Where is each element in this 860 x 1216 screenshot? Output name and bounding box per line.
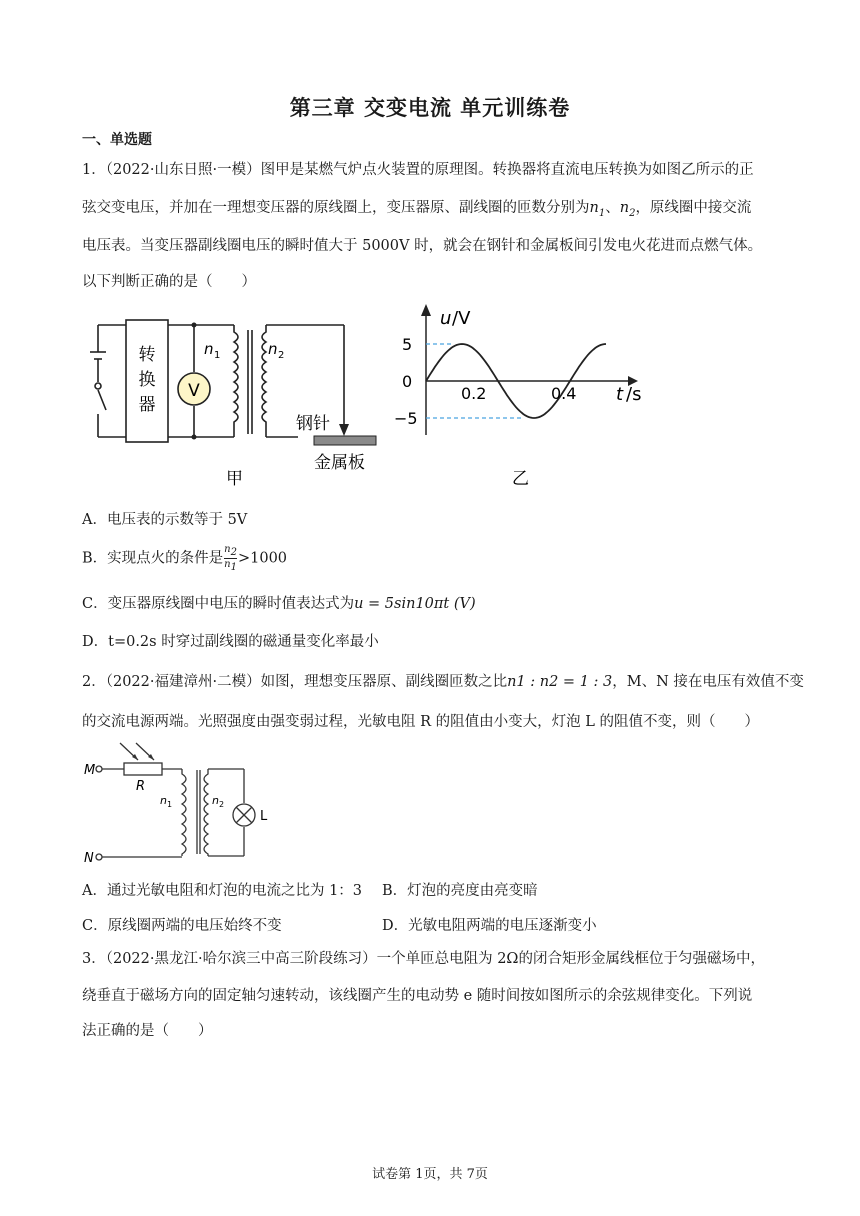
x-tick-0.2: 0.2	[461, 384, 487, 403]
y-tick-neg5: −5	[394, 409, 418, 428]
q2-n2-sub: 2	[219, 800, 225, 809]
y-axis-unit: /V	[452, 308, 471, 329]
figure-yi-caption: 乙	[512, 469, 529, 489]
q2-line1	[82, 670, 804, 691]
y-tick-5: 5	[402, 335, 413, 354]
q2-option-c: C．原线圈两端的电压始终不变	[82, 918, 282, 934]
q1-option-b-text: B．实现点火的条件是	[82, 550, 224, 567]
converter-char-3: 器	[138, 395, 156, 415]
converter-char-2: 换	[138, 370, 156, 390]
converter-char-1: 转	[138, 345, 156, 365]
q1-line1: 1．（2022·山东日照·一模）图甲是某燃气炉点火装置的原理图。转换器将直流电压转换为如图乙所示的正	[82, 162, 754, 178]
q1-line3: 电压表。当变压器副线圈电压的瞬时值大于 5000V 时，就会在钢针和金属板间引发电火花进而点燃气体。	[82, 238, 763, 254]
q1-line2-start: 弦交变电压，并加在一理想变压器的原线圈上，变压器原、副线圈的匝数分别为	[82, 200, 590, 216]
x-axis-label: t	[616, 384, 624, 405]
q2-line1-start: 2．（2022·福建漳州·二模）如图，理想变压器原、副线圈匝数之比	[82, 674, 508, 690]
figure-q2-circuit	[84, 740, 284, 870]
q1-line4: 以下判断正确的是（ ）	[82, 274, 256, 290]
q2-n2-label: n	[212, 794, 219, 807]
q2-turn-ratio: n1 : n2 = 1 : 3	[507, 674, 613, 690]
n1-symbol: $n_1$	[589, 200, 606, 219]
y-tick-0: 0	[402, 372, 413, 391]
terminal-n-label: N	[84, 851, 94, 866]
resistor-r-label: R	[136, 779, 146, 794]
plate-label: 金属板	[314, 453, 365, 473]
q1-line2-end: ，原线圈中接交流	[635, 200, 752, 216]
section-heading: 一、单选题	[82, 132, 152, 148]
q2-n1-label: n	[160, 794, 167, 807]
q1-option-b	[82, 544, 287, 573]
needle-label: 钢针	[296, 414, 330, 434]
figure-yi-chart	[388, 300, 648, 490]
q2-option-a: A．通过光敏电阻和灯泡的电流之比为 1：3	[82, 883, 363, 899]
q3-line2: 绕垂直于磁场方向的固定轴匀速转动，该线圈产生的电动势 e 随时间按如图所示的余弦规律变化。下列说	[82, 988, 753, 1004]
n1-label: n	[204, 340, 214, 358]
n2-over-n1-fraction: $\frac{n_2}{n_1}$	[224, 544, 237, 573]
q1-option-c-text: C．变压器原线圈中电压的瞬时值表达式为	[82, 596, 355, 612]
q1-option-c	[82, 592, 476, 613]
x-axis-unit: /s	[626, 384, 642, 405]
n2-label: n	[268, 340, 278, 358]
q2-line1-end: ，M、N 接在电压有效值不变	[612, 674, 804, 690]
q2-n1-sub: 1	[167, 800, 173, 809]
x-tick-0.4: 0.4	[551, 384, 577, 403]
q3-line1: 3．（2022·黑龙江·哈尔滨三中高三阶段练习）一个单匝总电阻为 2Ω的闭合矩形金属线框位于匀强磁场中，	[82, 951, 765, 967]
q1-option-b-value: >1000	[237, 550, 288, 567]
lamp-l-label: L	[260, 809, 268, 824]
q2-line2: 的交流电源两端。光照强度由强变弱过程，光敏电阻 R 的阻值由小变大，灯泡 L 的阻值不变，则（ ）	[82, 714, 759, 730]
y-axis-label: u	[440, 308, 452, 329]
n2-sub: 2	[278, 350, 285, 361]
q1-option-d: D．t=0.2s 时穿过副线圈的磁通量变化率最小	[82, 634, 379, 650]
voltmeter-label: V	[188, 381, 200, 401]
metal-plate	[314, 436, 376, 445]
q2-option-b: B．灯泡的亮度由亮变暗	[382, 883, 538, 899]
q1-line2: 弦交变电压，并加在一理想变压器的原线圈上，变压器原、副线圈的匝数分别为$n_1$、$n_2$，原线圈中接交流	[82, 200, 752, 219]
figure-jia-circuit	[88, 312, 388, 492]
q1-option-a: A．电压表的示数等于 5V	[82, 512, 248, 528]
q2-option-d: D．光敏电阻两端的电压逐渐变小	[382, 918, 597, 934]
page-footer: 试卷第 1页，共 7页	[372, 1167, 488, 1182]
q1-option-c-expression: u = 5sin10πt (V)	[354, 596, 476, 612]
figure-jia-caption: 甲	[226, 469, 243, 489]
terminal-m-label: M	[84, 763, 96, 778]
page-title: 第三章 交变电流 单元训练卷	[289, 96, 571, 120]
n1-sub: 1	[214, 350, 221, 361]
n2-symbol: $n_2$	[619, 200, 636, 219]
q3-line3: 法正确的是（ ）	[82, 1023, 213, 1039]
